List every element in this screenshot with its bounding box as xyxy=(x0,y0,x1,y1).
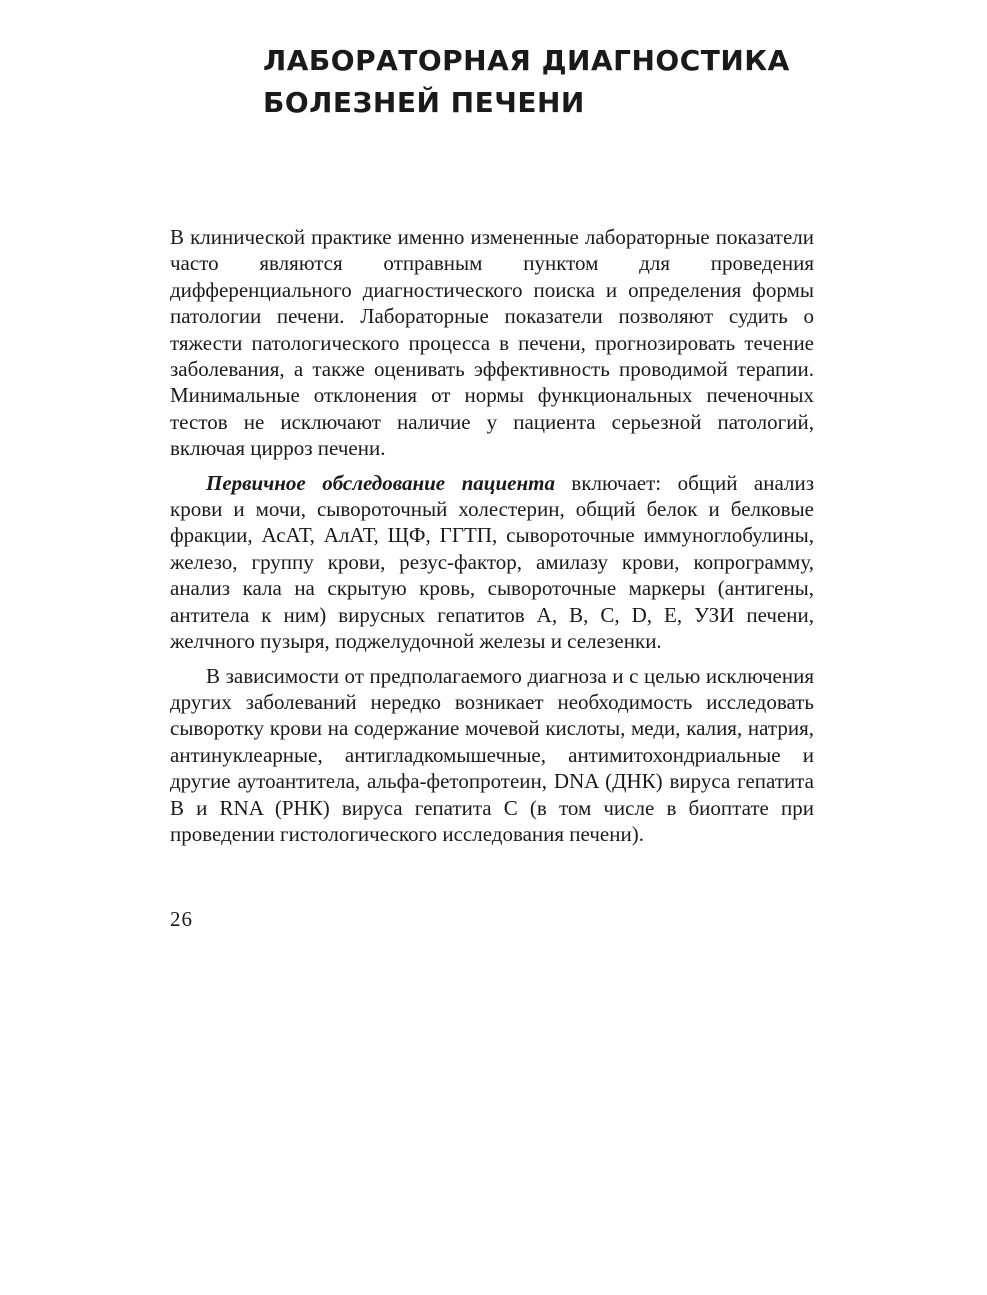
chapter-title xyxy=(263,40,943,124)
paragraph-primary-exam xyxy=(170,470,814,655)
paragraph-intro: В клинической практике именно измененные лабораторные показатели часто являются отправным пунктом для проведения дифференциального диагностического поиска и определения формы патологии печени. Лабораторные показатели позволяют судить о тяжести патологического процесса в печени, прогнозировать течение заболевания, а также оценивать эффективность проводимой терапии. Минимальные отклонения от нормы функциональных печеночных тестов не исключают наличие у пациента серьезной патологий, включая цирроз печени. xyxy=(170,225,814,461)
chapter-title-line-1: ЛАБОРАТОРНАЯ ДИАГНОСТИКА xyxy=(263,44,790,77)
paragraph-additional-tests: В зависимости от предполагаемого диагноза и с целью исключения других заболеваний нередко возникает необходимость исследовать сыворотку крови на содержание мочевой кислоты, меди, калия, натрия, антинуклеарные, антигладкомышечные, антимитохондриальные и другие аутоантитела, альфа-фетопротеин, DNA (ДНК) вируса гепатита В и RNA (РНК) вируса гепатита С (в том числе в биоптате при проведении гистологического исследования печени). xyxy=(170,663,814,846)
paragraph-primary-exam-text: включает: общий анализ крови и мочи, сывороточный холестерин, общий белок и белковые фракции, АсАТ, АлАТ, ЩФ, ГГТП, сывороточные иммуноглобулины, железо, группу крови, резус-фактор, амилазу крови, копрограмму, анализ кала на скрытую кровь, сывороточные маркеры (антигены, антитела к ним) вирусных гепатитов А, В, С, D, Е, УЗИ печени, желчного пузыря, поджелудочной железы и селезенки. xyxy=(170,470,814,654)
page-number: 26 xyxy=(170,907,193,931)
chapter-title-line-2: БОЛЕЗНЕЙ ПЕЧЕНИ xyxy=(263,86,585,119)
body-text xyxy=(170,224,814,855)
paragraph-lead-emphasis: Первичное обследование пациента xyxy=(206,470,555,495)
